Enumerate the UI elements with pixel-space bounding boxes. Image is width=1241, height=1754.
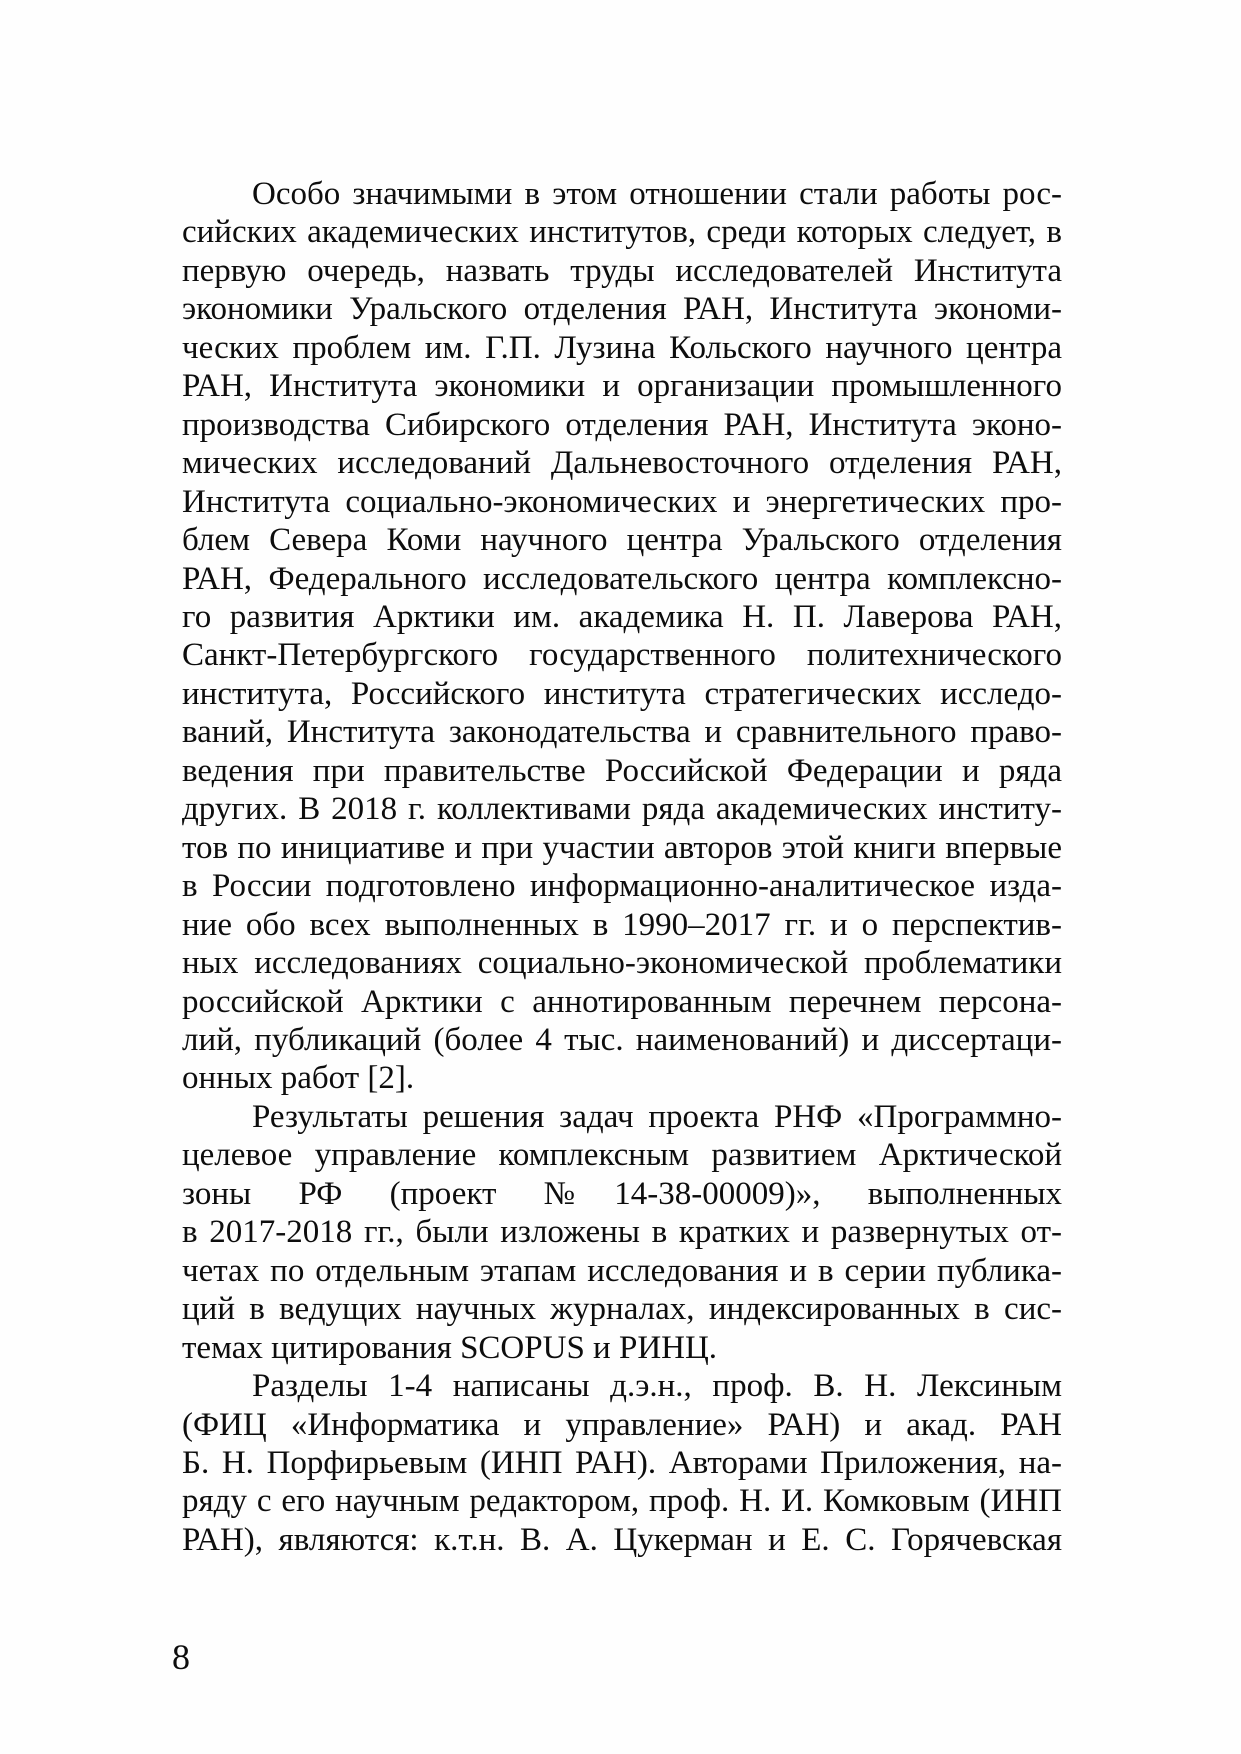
text-line: Особо значимыми в этом отношении стали работы рос- [252, 176, 1062, 212]
text-line: тов по инициативе и при участии авторов этой книги впервые [182, 829, 1062, 866]
text-line: четах по отдельным этапам исследования и в серии публика- [182, 1252, 1062, 1289]
paragraph [182, 1098, 1062, 1367]
text-line: российской Арктики с аннотированным перечнем персона- [182, 983, 1062, 1020]
text-line: целевое управление комплексным развитием Арктической [182, 1137, 1062, 1174]
text-block [182, 175, 1062, 1559]
text-line: в 2017-2018 гг., были изложены в кратких и развернутых от- [182, 1214, 1062, 1251]
text-line: ций в ведущих научных журналах, индексированных в сис- [182, 1291, 1062, 1328]
text-line: мических исследований Дальневосточного отделения РАН, [182, 445, 1062, 482]
text-line: ведения при правительстве Российской Федерации и ряда [182, 752, 1062, 789]
text-line: экономики Уральского отделения РАН, Института экономи- [182, 291, 1062, 328]
text-line: го развития Арктики им. академика Н. П. Лаверова РАН, [182, 598, 1062, 635]
text-line: Результаты решения задач проекта РНФ «Программно- [252, 1098, 1062, 1135]
text-line: ряду с его научным редактором, проф. Н. И. Комковым (ИНП [182, 1483, 1062, 1520]
text-line: ческих проблем им. Г.П. Лузина Кольского научного центра [182, 329, 1062, 366]
text-line: первую очередь, назвать труды исследователей Института [182, 252, 1062, 289]
text-line: Разделы 1-4 написаны д.э.н., проф. В. Н. Лексиным [252, 1368, 1062, 1405]
text-line: Б. Н. Порфирьевым (ИНП РАН). Авторами Приложения, на- [182, 1444, 1062, 1481]
text-line: лий, публикаций (более 4 тыс. наименований) и диссертаци- [182, 1021, 1062, 1058]
text-line: (ФИЦ «Информатика и управление» РАН) и акад. РАН [182, 1406, 1062, 1443]
text-line: онных работ [2]. [182, 1060, 415, 1097]
text-line: РАН), являются: к.т.н. В. А. Цукерман и Е. С. Горячевская [182, 1521, 1062, 1558]
text-line: РАН, Федерального исследовательского центра комплексно- [182, 560, 1062, 597]
text-line: Санкт-Петербургского государственного политехнического [182, 637, 1062, 674]
paragraph [182, 1367, 1062, 1559]
text-line: института, Российского института стратегических исследо- [182, 675, 1062, 712]
text-line: ных исследованиях социально-экономической проблематики [182, 945, 1062, 982]
text-line: производства Сибирского отделения РАН, Института эконо- [182, 406, 1062, 443]
text-line: блем Севера Коми научного центра Уральского отделения [182, 522, 1062, 559]
text-line: других. В 2018 г. коллективами ряда академических институ- [182, 791, 1062, 828]
page-number: 8 [172, 1637, 190, 1677]
paragraph [182, 175, 1062, 1098]
text-line: РАН, Института экономики и организации промышленного [182, 368, 1062, 405]
text-line: Института социально-экономических и энергетических про- [182, 483, 1062, 520]
text-line: ваний, Института законодательства и сравнительного право- [182, 714, 1062, 751]
text-line: ние обо всех выполненных в 1990–2017 гг. и о перспектив- [182, 906, 1062, 943]
text-line: зоны РФ (проект №14-38-00009)», выполненных [182, 1175, 1062, 1212]
text-line: сийских академических институтов, среди которых следует, в [182, 214, 1062, 251]
text-line: в России подготовлено информационно-аналитическое изда- [182, 868, 1062, 905]
text-line: темах цитирования SCOPUS и РИНЦ. [182, 1329, 718, 1366]
